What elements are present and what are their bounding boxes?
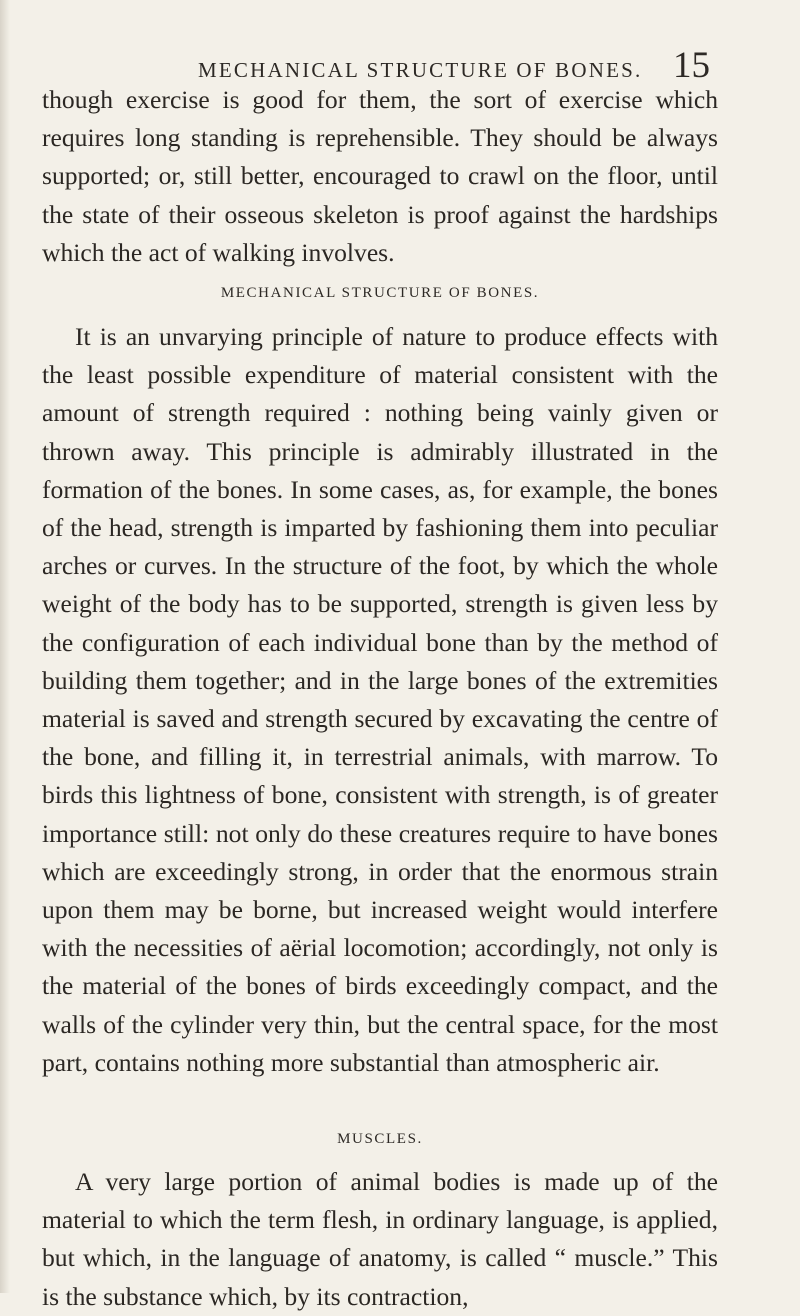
page-binding-shadow <box>0 0 10 1293</box>
page-number: 15 <box>673 45 710 86</box>
section-heading-muscles: MUSCLES. <box>337 1131 423 1147</box>
section-paragraph-mechanical-structure: It is an unvarying principle of nature to produce effects with the least possible expenditure of material consistent with the amount of strength required : nothing being vainly given or thrown away. This principle is admirably illustrated in the formation of the bones. In some cases, as, for example, the bones of the head, strength is imparted by fashioning them into peculiar arches or curves. In the structure of the foot, by which the whole weight of the body has to be supported, strength is given less by the configuration of each individual bone than by the method of building them together; and in the large bones of the extremities material is saved and strength secured by excavating the centre of the bone, and filling it, in terrestrial animals, with marrow. To birds this lightness of bone, consistent with strength, is of greater importance still: not only do these creatures require to have bones which are exceedingly strong, in order that the enormous strain upon them may be borne, but increased weight would interfere with the necessities of aërial locomotion; accordingly, not only is the material of the bones of birds exceedingly compact, and the walls of the cylinder very thin, but the central space, for the most part, contains nothing more substantial than atmospheric air. <box>42 322 718 1077</box>
section-heading-mechanical-structure: MECHANICAL STRUCTURE OF BONES. <box>220 285 540 301</box>
running-header-title: MECHANICAL STRUCTURE OF BONES. <box>198 58 643 82</box>
section-paragraph-muscles: A very large portion of animal bodies is made up of the material to which the term flesh, in ordinary language, is applied, but which, in the language of anatomy, is called “ muscle.” This is the substance which, by its contraction, <box>42 1167 718 1311</box>
continued-paragraph: though exercise is good for them, the sort of exercise which requires long standing is reprehensible. They should be always supported; or, still better, encouraged to crawl on the floor, until the state of their osseous skeleton is proof against the hardships which the act of walking involves. <box>42 85 718 267</box>
